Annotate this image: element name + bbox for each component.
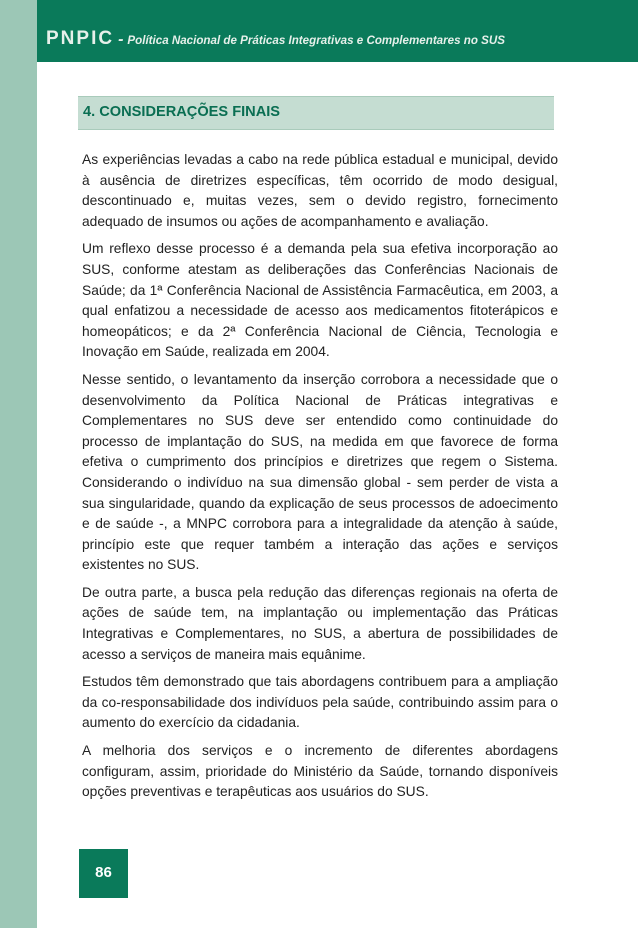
left-margin-stripe xyxy=(0,0,37,928)
page-number: 86 xyxy=(95,864,112,881)
paragraph: De outra parte, a busca pela redução das diferenças regionais na oferta de ações de saúde tem, na implantação ou implementação das Práticas Integrativas e Complementares, no SUS, a abertura de possibilidades de acesso a serviços de maneira mais equânime. xyxy=(82,584,558,662)
section-heading-box xyxy=(78,96,554,130)
header-full-title: Política Nacional de Práticas Integrativas e Complementares no SUS xyxy=(127,34,505,47)
section-title: 4. CONSIDERAÇÕES FINAIS xyxy=(83,104,281,120)
paragraph: A melhoria dos serviços e o incremento de diferentes abordagens configuram, assim, prioridade do Ministério da Saúde, tornando disponíveis opções preventivas e terapêuticas aos usuários do SUS. xyxy=(82,743,558,800)
header-separator: - xyxy=(118,31,124,48)
paragraph: Nesse sentido, o levantamento da inserção corrobora a necessidade que o desenvolvimento da Política Nacional de Práticas integrativas e Complementares no SUS deve ser entendido como continuidade do processo de implantação do SUS, na medida em que favorece de forma efetiva o cumprimento dos princípios e diretrizes que regem o Sistema. Considerando o indivíduo na sua dimensão global - sem perder de vista a sua singularidade, quando da explicação de seus processos de adoecimento e de saúde -, a MNPC corrobora para a integralidade da atenção à saúde, princípio este que requer também a interação das ações e serviços existentes no SUS. xyxy=(82,371,558,573)
page-number-box xyxy=(79,849,128,898)
paragraph: Um reflexo desse processo é a demanda pela sua efetiva incorporação ao SUS, conforme atestam as deliberações das Conferências Nacionais de Saúde; da 1ª Conferência Nacional de Assistência Farmacêutica, em 2003, a qual enfatizou a necessidade de acesso aos medicamentos fitoterápicos e homeopáticos; e da 2ª Conferência Nacional de Ciência, Tecnologia e Inovação em Saúde, realizada em 2004. xyxy=(82,241,558,360)
paragraph: Estudos têm demonstrado que tais abordagens contribuem para a ampliação da co-responsabilidade dos indivíduos pela saúde, contribuindo assim para o aumento do exercício da cidadania. xyxy=(82,674,558,731)
running-header xyxy=(46,28,631,50)
body-text xyxy=(82,150,558,810)
paragraph: As experiências levadas a cabo na rede pública estadual e municipal, devido à ausência de diretrizes específicas, têm ocorrido de modo desigual, descontinuado e, muitas vezes, sem o devido registro, fornecimento adequado de insumos ou ações de acompanhamento e avaliação. xyxy=(82,152,558,229)
header-acronym: PNPIC xyxy=(46,28,115,49)
